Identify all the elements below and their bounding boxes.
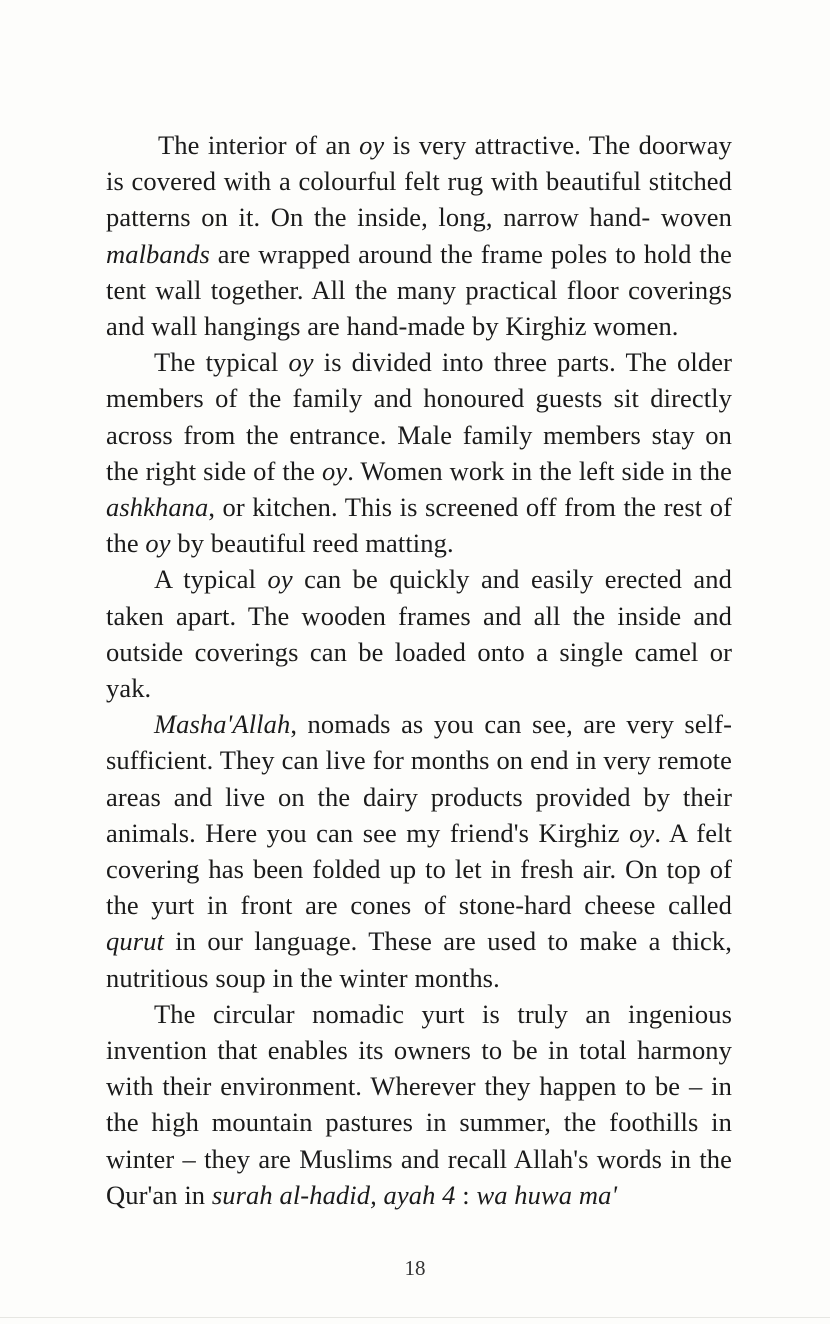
italic-term: Masha'Allah [154,709,291,740]
paragraph [106,561,732,706]
italic-term: oy [145,528,171,559]
text-segment: , or kitchen. This is screened off from the rest of the [106,492,732,559]
scan-edge-divider [0,1317,830,1318]
text-segment: The interior of an [158,130,360,160]
italic-term: ashkhana [106,492,209,523]
page-number: 18 [404,1256,426,1280]
text-segment: are wrapped around the frame poles to hold the tent wall together. All the many practical floor coverings and wall hangings are hand-made by Kirghiz women. [106,238,732,342]
italic-term: oy [322,455,348,486]
text-segment: by beautiful reed matting. [170,528,454,559]
italic-term: oy [359,130,385,160]
text-segment: in our language. These are used to make a thick, nutritious soup in the winter months. [106,926,732,993]
text-segment: . Women work in the left side in the [347,455,732,486]
body-text [106,127,732,1213]
italic-term: oy [288,347,314,378]
italic-term: qurut [106,926,164,957]
text-segment: : [455,1179,477,1210]
text-segment: . A felt covering has been folded up to let in fresh air. On top of the yurt in front are cones of stone-hard cheese called [106,817,732,921]
text-segment: can be quickly and easily erected and taken apart. The wooden frames and all the inside and outside coverings can be loaded onto a single camel or yak. [106,564,732,704]
text-segment: The circular nomadic yurt is truly an ingenious invention that enables its owners to be in total harmony with their environment. Wherever they happen to be – in the high mountain pastures in summer, the foothills in winter – they are Muslims and recall Allah's words in the Qur'an in [106,998,732,1210]
paragraph [106,344,732,561]
text-segment: , nomads as you can see, are very self-sufficient. They can live for months on end in very remote areas and live on the dairy products provided by their animals. Here you can see my friend's Kirghiz [106,709,732,848]
italic-term: oy [267,564,293,595]
italic-term: surah al-hadid, ayah 4 [211,1179,456,1210]
paragraph [106,996,732,1213]
italic-term: wa huwa ma' [476,1179,618,1210]
paragraph [106,706,732,996]
text-segment: is divided into three parts. The older members of the family and honoured guests sit directly across from the entrance. Male family members stay on the right side of the [106,347,732,486]
text-segment: The typical [154,347,289,378]
text-segment: A typical [154,564,268,595]
text-segment: is very attractive. The doorway is covered with a colourful felt rug with beautiful stitched patterns on it. On the inside, long, narrow hand- woven [106,130,733,233]
italic-term: malbands [106,238,210,269]
paragraph [106,127,732,344]
italic-term: oy [629,817,655,848]
